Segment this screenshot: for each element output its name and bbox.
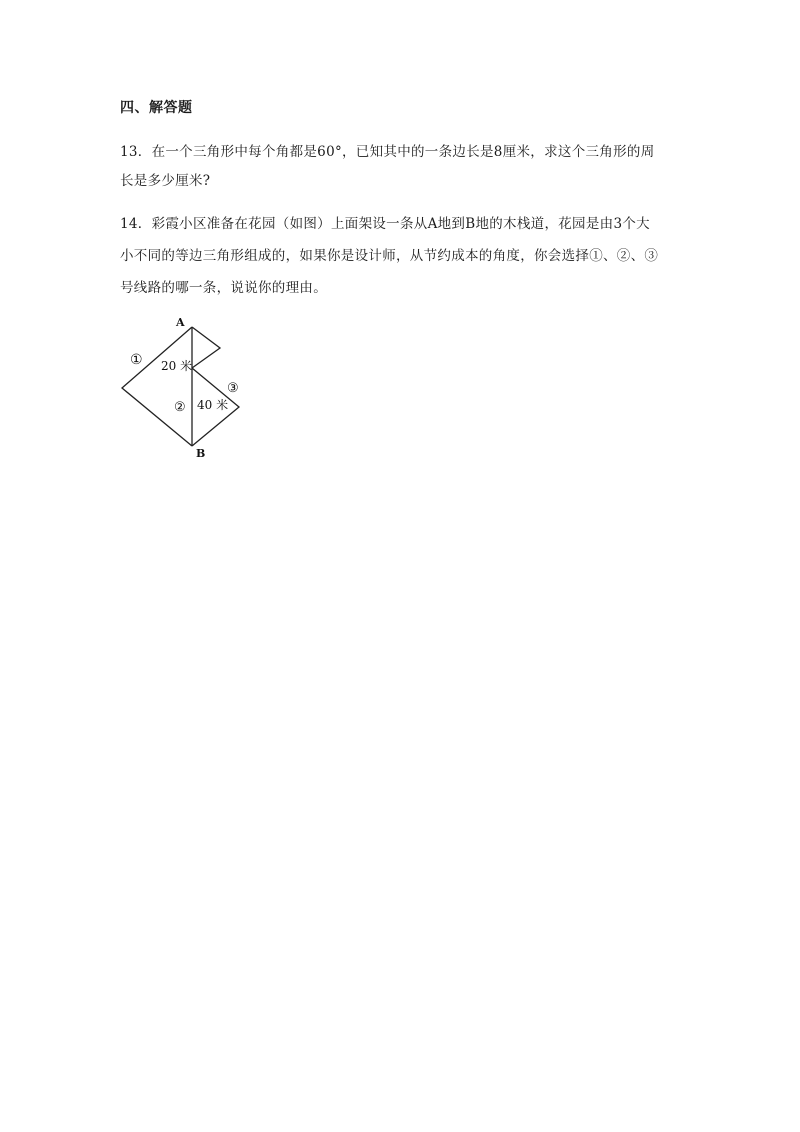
small-triangle [192, 327, 220, 368]
route-2-label: ② [174, 400, 186, 415]
question-13-line-2: 长是多少厘米? [120, 173, 211, 189]
small-side-length: 20 米 [161, 359, 193, 373]
question-14-line-1: 14．彩霞小区准备在花园（如图）上面架设一条从A地到B地的木栈道，花园是由3个大 [120, 216, 650, 232]
question-13-line-1: 13．在一个三角形中每个角都是60°，已知其中的一条边长是8厘米，求这个三角形的周 [120, 144, 655, 160]
route-1-path [122, 327, 192, 446]
question-14-line-2: 小不同的等边三角形组成的，如果你是设计师，从节约成本的角度，你会选择①、②、③ [120, 248, 659, 264]
section-title: 四、解答题 [120, 100, 193, 116]
point-b-label: B [196, 447, 206, 460]
route-1-label: ① [130, 352, 143, 368]
route-3-label: ③ [227, 381, 239, 396]
garden-figure [110, 310, 250, 460]
large-side-length: 40 米 [197, 398, 229, 412]
question-14-line-3: 号线路的哪一条，说说你的理由。 [120, 280, 327, 296]
point-a-label: A [176, 316, 185, 329]
